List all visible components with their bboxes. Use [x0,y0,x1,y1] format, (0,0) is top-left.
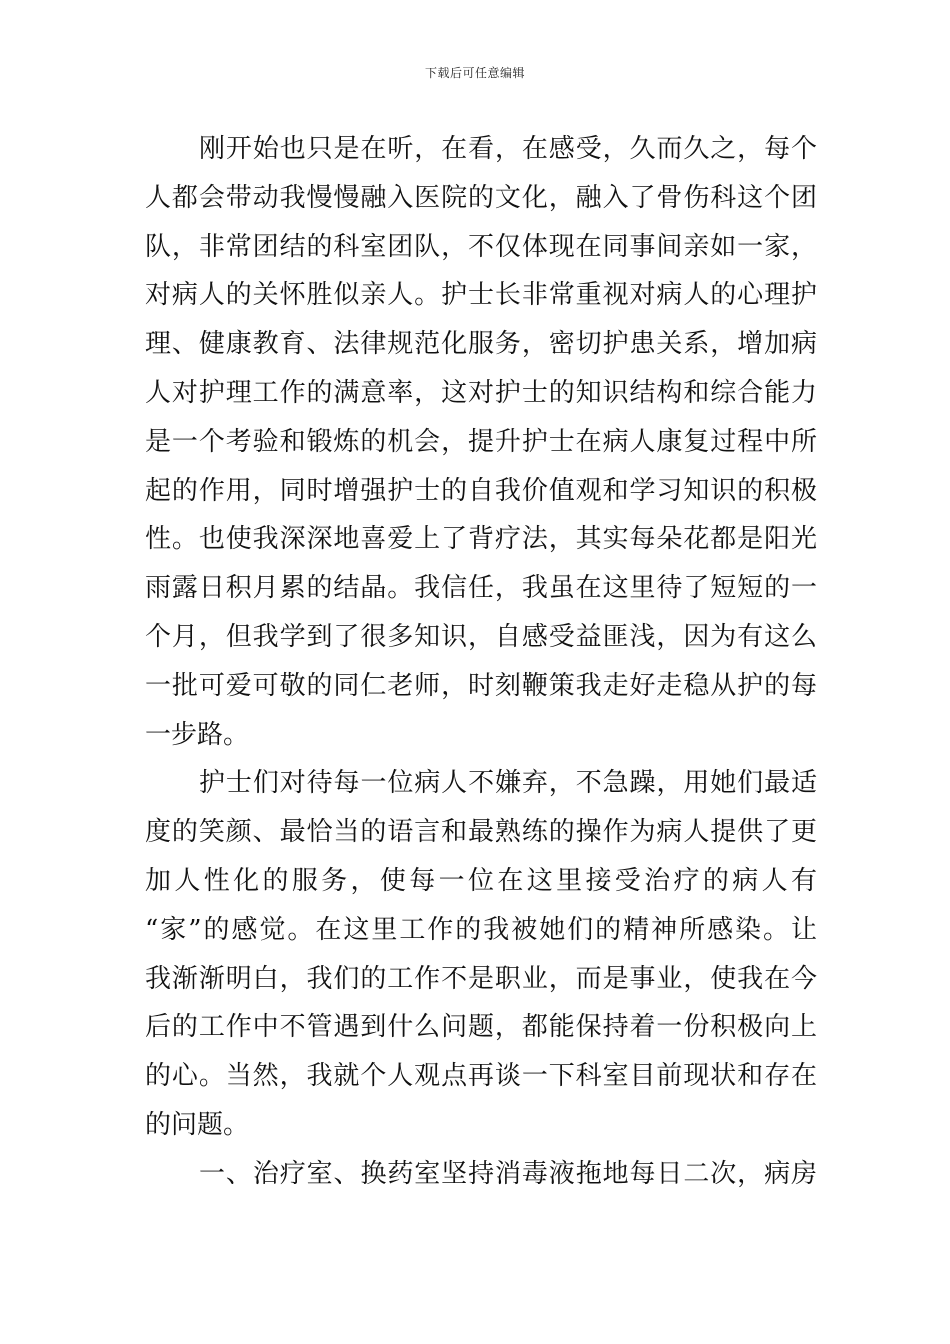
document-body [145,125,817,1199]
text-line: 加人性化的服务，使每一位在这里接受治疗的病人有 [145,865,817,896]
text-line: 一、治疗室、换药室坚持消毒液拖地每日二次，病房 [199,1158,817,1189]
text-line: 队，非常团结的科室团队，不仅体现在同事间亲如一家， [145,231,817,262]
paragraph-1 [145,125,817,759]
text-line: 理、健康教育、法律规范化服务，密切护患关系，增加病 [145,329,817,360]
text-line: 我渐渐明白，我们的工作不是职业，而是事业，使我在今 [145,963,817,994]
text-line: 度的笑颜、最恰当的语言和最熟练的操作为病人提供了更 [145,817,817,848]
text-line: 后的工作中不管遇到什么问题，都能保持着一份积极向上 [145,1012,817,1043]
text-line: 起的作用，同时增强护士的自我价值观和学习知识的积极 [145,475,817,506]
text-line: 的问题。 [145,1109,250,1140]
text-line: 一批可爱可敬的同仁老师，时刻鞭策我走好走稳从护的每 [145,670,817,701]
page-header: 下载后可任意编辑 [424,66,525,80]
text-line: 性。也使我深深地喜爱上了背疗法，其实每朵花都是阳光 [145,524,817,555]
text-line: 个月，但我学到了很多知识，自感受益匪浅，因为有这么 [145,621,817,652]
paragraph-2 [145,759,817,1149]
text-line: 的心。当然，我就个人观点再谈一下科室目前现状和存在 [145,1061,817,1092]
text-line: 雨露日积月累的结晶。我信任，我虽在这里待了短短的一 [145,573,817,604]
text-line: 一步路。 [145,719,250,750]
text-line: 人都会带动我慢慢融入医院的文化，融入了骨伤科这个团 [145,182,817,213]
text-line: 人对护理工作的满意率，这对护士的知识结构和综合能力 [145,377,817,408]
paragraph-3 [145,1150,817,1199]
text-line: 护士们对待每一位病人不嫌弃，不急躁，用她们最适 [199,768,817,799]
text-line: 刚开始也只是在听，在看，在感受，久而久之，每个 [199,134,817,164]
text-line: “家”的感觉。在这里工作的我被她们的精神所感染。让 [145,914,817,945]
text-line: 是一个考验和锻炼的机会，提升护士在病人康复过程中所 [145,426,817,457]
text-line: 对病人的关怀胜似亲人。护士长非常重视对病人的心理护 [145,280,817,311]
